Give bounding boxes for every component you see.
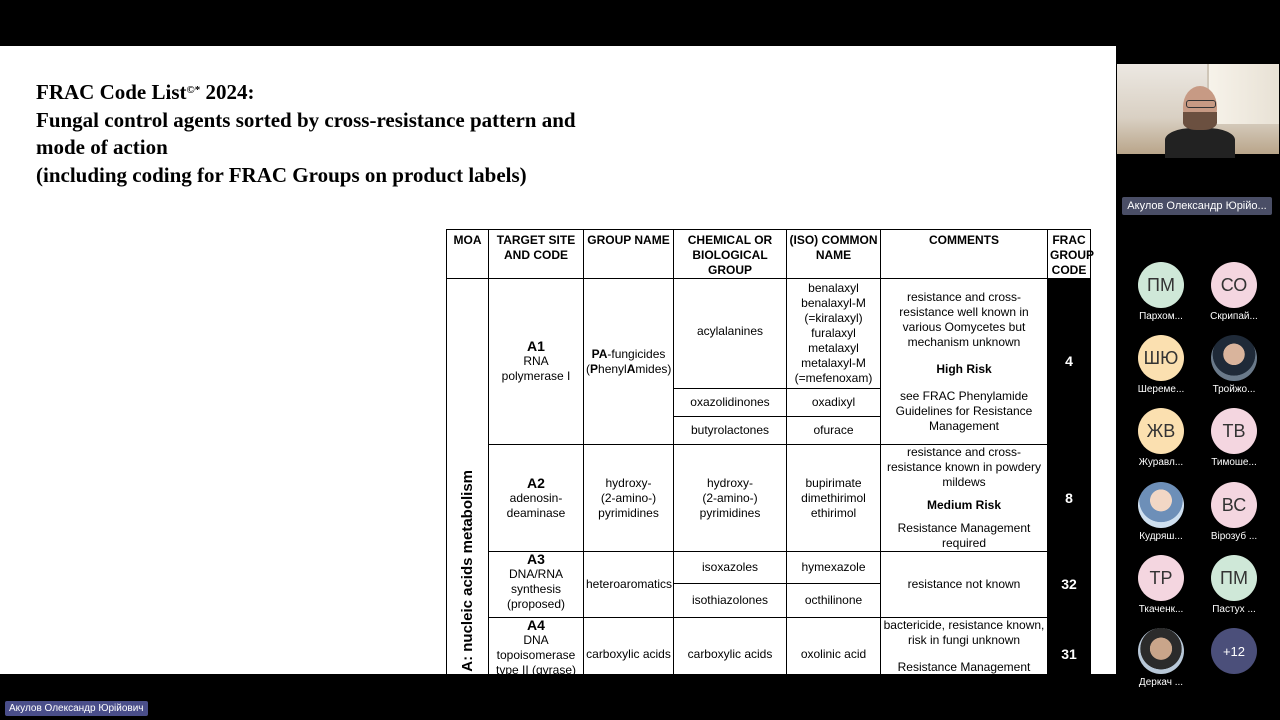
a1-chem-2: oxazolidinones (674, 389, 787, 417)
speaker-tile-name: Акулов Олександр Юрійо... (1122, 197, 1272, 215)
header-comments: COMMENTS (881, 230, 1048, 279)
speaker-video-tile[interactable] (1117, 64, 1279, 154)
a1-frac-code: 4 (1048, 279, 1091, 445)
speaker-body (1165, 128, 1235, 158)
participant-name: Тройжо... (1212, 384, 1256, 395)
a2-group: hydroxy- (2-amino-) pyrimidines (584, 445, 674, 552)
a2-common: bupirimate dimethirimol ethirimol (787, 445, 881, 552)
participant-name: Скрипай... (1210, 311, 1258, 322)
a2-comments: resistance and cross-resistance known in powdery mildews Medium Risk Resistance Management required (881, 445, 1048, 552)
header-moa: MOA (447, 230, 489, 279)
table-row (447, 279, 1091, 389)
header-chem: CHEMICAL OR BIOLOGICAL GROUP (674, 230, 787, 279)
participant-name: Пастух ... (1212, 604, 1256, 615)
a4-chem: carboxylic acids (674, 618, 787, 691)
a4-target: A4 DNA topoisomerase type II (gyrase) (489, 618, 584, 691)
a3-frac-code: 32 (1048, 552, 1091, 618)
participant-avatar: ШЮ (1138, 335, 1184, 381)
participant-tile[interactable] (1203, 628, 1265, 677)
participant-tile[interactable] (1203, 555, 1265, 615)
title-line-4: (including coding for FRAC Groups on product labels) (36, 162, 527, 187)
slide-title (36, 79, 576, 189)
participant-tile[interactable] (1130, 555, 1192, 615)
participant-tile[interactable] (1203, 262, 1265, 322)
table-row (447, 618, 1091, 691)
a4-group: carboxylic acids (584, 618, 674, 691)
table-row (447, 691, 1091, 693)
participant-avatar: ТР (1138, 555, 1184, 601)
background-window (1207, 64, 1279, 124)
a1-chem-1: acylalanines (674, 279, 787, 389)
table-header-row (447, 230, 1091, 279)
header-group: GROUP NAME (584, 230, 674, 279)
title-line-3: mode of action (36, 135, 168, 159)
a1-comments: resistance and cross-resistance well known in various Oomycetes but mechanism unknown High Risk see FRAC Phenylamide Guidelines for Resistance Management (881, 279, 1048, 445)
a3-chem-1: isoxazoles (674, 552, 787, 584)
a4-frac-code: 31 (1048, 618, 1091, 691)
participant-tile[interactable] (1130, 262, 1192, 322)
a2-frac-code: 8 (1048, 445, 1091, 552)
a4-comments: bactericide, resistance known, risk in fungi unknown Resistance Management required (881, 618, 1048, 691)
a1-target: A1 RNA polymerase I (489, 279, 584, 445)
participant-avatar (1138, 628, 1184, 674)
a1-group: PA-fungicides (PhenylAmides) (584, 279, 674, 445)
participant-name: Деркач ... (1138, 677, 1184, 688)
participant-avatar: ЖВ (1138, 408, 1184, 454)
participant-name: Тимоше... (1211, 457, 1257, 468)
participant-avatar: ВС (1211, 482, 1257, 528)
header-frac: FRAC GROUP CODE (1048, 230, 1091, 279)
participant-name: Журавл... (1138, 457, 1184, 468)
participant-avatar (1211, 335, 1257, 381)
a3-common-2: octhilinone (787, 584, 881, 618)
a2-chem: hydroxy- (2-amino-) pyrimidines (674, 445, 787, 552)
participant-tile[interactable] (1130, 628, 1192, 688)
a2-target: A2 adenosin- deaminase (489, 445, 584, 552)
a1-common-3: ofurace (787, 417, 881, 445)
title-line-1: FRAC Code List©* 2024: (36, 80, 255, 104)
table-row (447, 445, 1091, 552)
participant-tile[interactable] (1130, 408, 1192, 468)
a3-common-1: hymexazole (787, 552, 881, 584)
speaker-beard (1183, 112, 1217, 130)
table-row (447, 552, 1091, 584)
participant-avatar: СО (1211, 262, 1257, 308)
participant-name: Кудряш... (1139, 531, 1183, 542)
active-speaker-label: Акулов Олександр Юрійович (5, 701, 148, 716)
participant-tile[interactable] (1203, 335, 1265, 395)
participant-tile[interactable] (1130, 335, 1192, 395)
participant-name: Пархом... (1139, 311, 1183, 322)
speaker-glasses (1186, 100, 1216, 108)
participant-avatar: ПМ (1211, 555, 1257, 601)
participant-name: Вірозуб ... (1210, 531, 1258, 542)
header-target: TARGET SITE AND CODE (489, 230, 584, 279)
participant-tile[interactable] (1203, 408, 1265, 468)
participant-tile[interactable] (1203, 482, 1265, 542)
title-line-2: Fungal control agents sorted by cross-resistance pattern and (36, 107, 576, 132)
a1-common-2: oxadixyl (787, 389, 881, 417)
a1-chem-3: butyrolactones (674, 417, 787, 445)
more-participants-button[interactable]: +12 (1211, 628, 1257, 674)
a3-target: A3 DNA/RNA synthesis (proposed) (489, 552, 584, 618)
header-common: (ISO) COMMON NAME (787, 230, 881, 279)
participant-avatar (1138, 482, 1184, 528)
participant-tile[interactable] (1130, 482, 1192, 542)
a3-comments: resistance not known (881, 552, 1048, 618)
participant-name: Ткаченк... (1138, 604, 1184, 615)
a1-common-1: benalaxyl benalaxyl-M (=kiralaxyl) furalaxyl metalaxyl metalaxyl-M (=mefenoxam) (787, 279, 881, 389)
shared-slide (0, 46, 1116, 689)
a4-common: oxolinic acid (787, 618, 881, 691)
a3-group: heteroaromatics (584, 552, 674, 618)
participant-name: Шереме... (1137, 384, 1185, 395)
participant-avatar: ПМ (1138, 262, 1184, 308)
moa-cell: A: nucleic acids metabolism (447, 279, 489, 693)
frac-table (446, 229, 1095, 693)
a3-chem-2: isothiazolones (674, 584, 787, 618)
participant-avatar: ТВ (1211, 408, 1257, 454)
